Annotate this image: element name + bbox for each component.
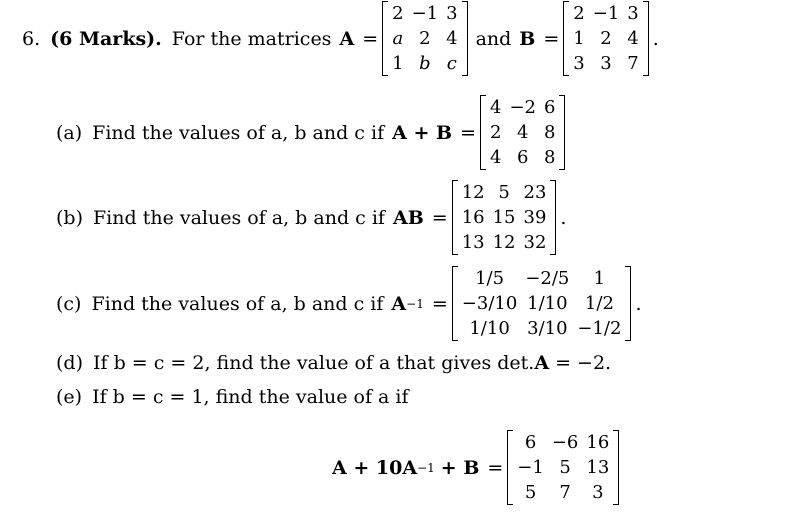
right-bracket [613,430,619,505]
marks-label: (6 Marks). [50,27,162,50]
matrix-row [458,316,626,341]
matrix-cell: 5 [498,182,510,203]
matrix-cell: 12 [492,232,516,253]
matrix-cell: c [446,53,457,74]
matrix-row [458,180,551,205]
matrix-row [513,455,613,480]
part-e-matrix [507,430,619,505]
right-bracket [625,266,631,341]
matrix-cell: b [419,53,431,74]
inverse-superscript: −1 [417,460,435,475]
matrix-cell: 1 [392,53,404,74]
equals-sign: = [487,456,504,479]
statement-period: . [652,27,659,50]
matrix-cell: 2 [600,28,612,49]
part-d-matrix-symbol: A [534,352,550,374]
matrix-cell: 6 [524,432,537,453]
matrix-cell: 5 [559,457,571,478]
right-bracket [550,180,556,255]
part-a [56,95,569,170]
part-a-matrix-table [486,95,559,170]
part-a-label: (a) [56,121,83,144]
matrix-cell: 4 [627,28,639,49]
part-a-text: Find the values of a, b and c if [92,121,385,144]
matrix-row [513,480,613,505]
part-b [56,180,566,255]
matrix-row [388,1,461,26]
part-b-label: (b) [56,206,83,229]
matrix-cell: 3 [592,482,604,503]
matrix-cell: 8 [543,122,556,143]
matrix-b-symbol: B [519,27,536,50]
matrix-row [569,26,642,51]
matrix-cell: 7 [559,482,571,503]
part-e-text: If b = c = 1, find the value of a if [92,386,409,408]
matrix-cell: 32 [523,232,547,253]
matrix-cell: 39 [523,207,547,228]
matrix-cell: 4 [516,122,529,143]
matrix-cell: 6 [543,97,556,118]
part-e-equation [332,430,623,505]
part-a-lhs: A + B [392,121,453,144]
matrix-cell: 4 [489,147,502,168]
matrix-cell: 3 [446,3,458,24]
matrix-cell: 2 [489,122,502,143]
matrix-cell: 2 [419,28,431,49]
part-d-tail: = −2. [555,352,612,374]
intro-text: For the matrices [171,27,332,50]
matrix-cell: 3 [600,53,612,74]
part-a-matrix [480,95,565,170]
matrix-cell: 1/10 [469,318,510,339]
matrix-cell: −1 [517,457,544,478]
matrix-cell: 4 [446,28,458,49]
equals-sign: = [543,27,560,50]
matrix-row [569,1,642,26]
matrix-row [513,430,613,455]
matrix-row [458,291,626,316]
matrix-cell: 3 [573,53,585,74]
part-c [56,266,641,341]
matrix-cell: 23 [523,182,547,203]
equation-lhs-part1: A + 10A [332,456,418,479]
matrix-row [486,95,559,120]
matrix-a-symbol: A [339,27,355,50]
inverse-superscript: −1 [406,296,424,311]
matrix-b [563,1,648,76]
and-text: and [475,27,512,50]
part-c-matrix [452,266,632,341]
part-c-matrix-table [458,266,626,341]
part-c-period: . [635,292,642,315]
equals-sign: = [362,27,379,50]
matrix-cell: 1 [573,28,585,49]
matrix-cell: a [392,28,404,49]
matrix-cell: 5 [524,482,537,503]
matrix-cell: 4 [489,97,502,118]
matrix-row [388,26,461,51]
part-b-text: Find the values of a, b and c if [93,206,385,229]
problem-number: 6. [22,27,41,50]
part-e-matrix-table [513,430,613,505]
matrix-cell: 3 [627,3,639,24]
matrix-cell: 2 [573,3,585,24]
part-b-lhs: AB [392,206,424,229]
matrix-a [382,1,467,76]
matrix-cell: 7 [627,53,639,74]
equals-sign: = [431,292,448,315]
matrix-cell: 13 [461,232,485,253]
equation-lhs-part2: + B [440,456,480,479]
matrix-cell: −1/2 [577,318,622,339]
matrix-cell: 15 [492,207,516,228]
part-c-text: Find the values of a, b and c if [91,292,384,315]
part-c-label: (c) [56,292,82,315]
matrix-row [486,145,559,170]
part-d-text: If b = c = 2, find the value of a that gives det. [93,352,535,374]
matrix-cell: 8 [543,147,556,168]
equals-sign: = [431,206,448,229]
matrix-cell: 6 [516,147,529,168]
matrix-row [458,205,551,230]
matrix-row [486,120,559,145]
part-b-period: . [560,206,567,229]
part-d [56,352,611,374]
matrix-cell: 1/5 [475,268,505,289]
matrix-cell: 16 [586,432,610,453]
matrix-cell: 13 [586,457,610,478]
matrix-cell: 1/2 [584,293,614,314]
matrix-cell: −2/5 [525,268,570,289]
part-c-lhs: A [391,292,407,315]
matrix-row [388,51,461,76]
matrix-cell: 1/10 [527,293,568,314]
matrix-b-table [569,1,642,76]
matrix-cell: 12 [461,182,485,203]
matrix-cell: −1 [411,3,439,24]
part-b-matrix-table [458,180,551,255]
matrix-cell: −1 [592,3,620,24]
matrix-cell: 1 [593,268,606,289]
part-b-matrix [452,180,557,255]
matrix-cell: −6 [551,432,579,453]
matrix-cell: 2 [392,3,404,24]
matrix-row [458,230,551,255]
right-bracket [462,1,468,76]
part-d-label: (d) [56,352,83,374]
matrix-cell: −3/10 [461,293,518,314]
matrix-row [458,266,626,291]
right-bracket [559,95,565,170]
problem-statement [22,1,659,76]
matrix-cell: 3/10 [527,318,568,339]
matrix-cell: 16 [461,207,485,228]
matrix-a-table [388,1,461,76]
part-e [56,386,409,408]
right-bracket [643,1,649,76]
matrix-cell: −2 [509,97,536,118]
equals-sign: = [460,121,476,144]
part-e-label: (e) [56,386,83,408]
matrix-row [569,51,642,76]
